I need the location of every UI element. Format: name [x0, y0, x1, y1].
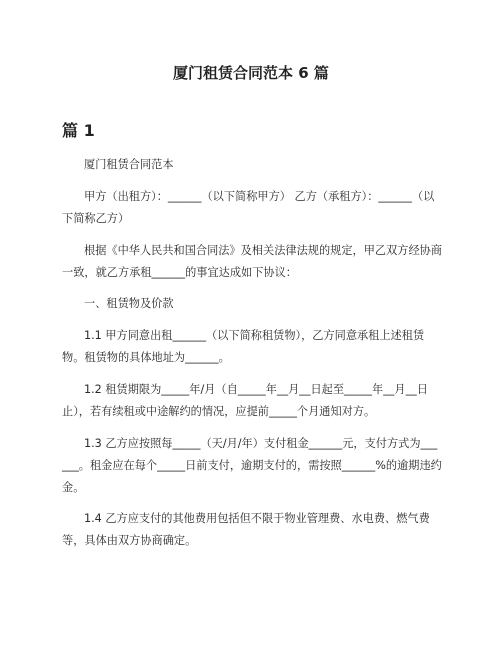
paragraph-contract-name: 厦门租赁合同范本 [84, 158, 174, 171]
section-heading: 篇 1 [62, 121, 95, 140]
paragraph-clause-heading: 一、租赁物及价款 [84, 297, 174, 310]
paragraph-preamble: 根据《中华人民共和国合同法》及相关法律法规的规定，甲乙双方经协商一致，就乙方承租______的事宜达成如下协议： [62, 244, 443, 279]
paragraph-clause-1-4: 1.4 乙方应支付的其他费用包括但不限于物业管理费、水电费、燃气费等，具体由双方协商确定。 [62, 512, 430, 547]
paragraph-clause-1-3: 1.3 乙方应按照每_____（天/月/年）支付租金______元，支付方式为______。租金应在每个_____日前支付，逾期支付的，需按照______%的逾期违约金。 [62, 437, 442, 494]
paragraph-clause-1-2: 1.2 租赁期限为_____年/月（自_____年__月__日起至_____年__月__日止），若有续租或中途解约的情况，应提前_____个月通知对方。 [62, 383, 428, 418]
paragraph-parties: 甲方（出租方）：______（以下简称甲方） 乙方（承租方）：______（以下简称乙方） [62, 190, 435, 225]
document-title: 厦门租赁合同范本 6 篇 [173, 64, 329, 82]
paragraph-clause-1-1: 1.1 甲方同意出租______（以下简称租赁物），乙方同意承租上述租赁物。租赁物的具体地址为______。 [62, 329, 425, 364]
